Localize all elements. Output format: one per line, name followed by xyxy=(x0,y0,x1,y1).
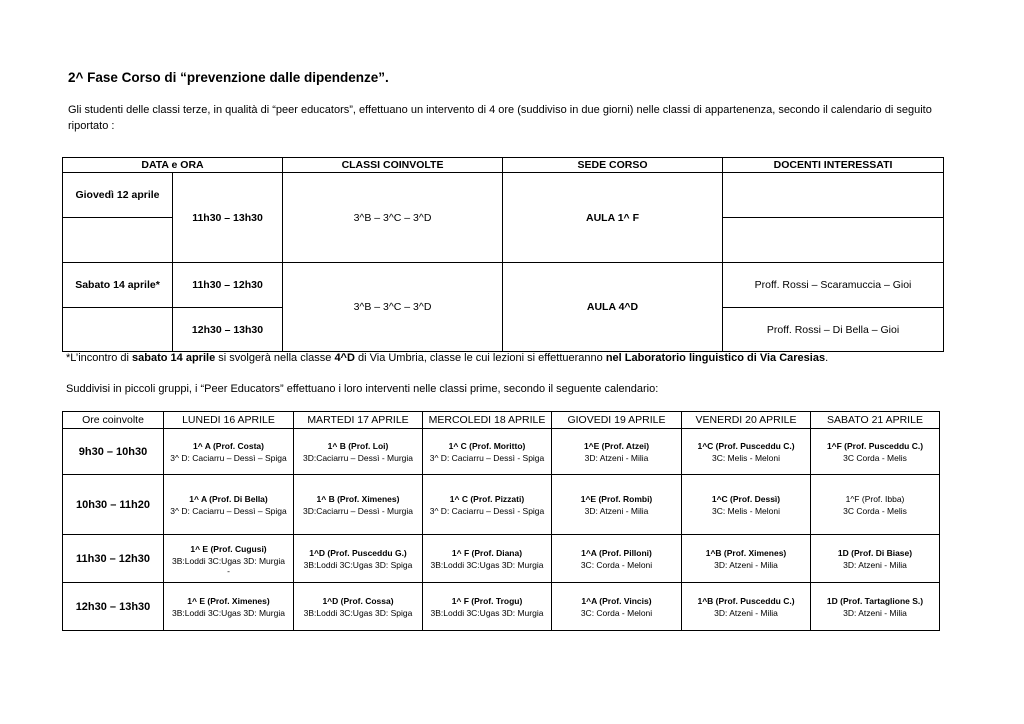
header-docenti: DOCENTI INTERESSATI xyxy=(723,158,944,173)
time-cell: 11h30 – 13h30 xyxy=(173,173,283,263)
classes-cell: 3^B – 3^C – 3^D xyxy=(283,263,503,352)
time-cell: 11h30 – 12h30 xyxy=(173,263,283,308)
time-cell: 11h30 – 12h30 xyxy=(63,535,164,583)
teachers-cell: Proff. Rossi – Di Bella – Gioi xyxy=(723,308,944,352)
header-sede: SEDE CORSO xyxy=(503,158,723,173)
schedule-cell: 1^ E (Prof. Ximenes) 3B:Loddi 3C:Ugas 3D: Murgia xyxy=(164,583,294,631)
header-day: MARTEDI 17 APRILE xyxy=(294,412,423,429)
empty-cell xyxy=(63,218,173,263)
schedule-cell: 1D (Prof. Tartaglione S.) 3D: Atzeni - Milia xyxy=(811,583,940,631)
schedule-cell: 1^ F (Prof. Diana) 3B:Loddi 3C:Ugas 3D: Murgia xyxy=(423,535,552,583)
room-cell: AULA 4^D xyxy=(503,263,723,352)
header-day: MERCOLEDI 18 APRILE xyxy=(423,412,552,429)
schedule-cell: 1^F (Prof. Ibba) 3C Corda - Melis xyxy=(811,475,940,535)
header-day: GIOVEDI 19 APRILE xyxy=(552,412,682,429)
day-cell: Sabato 14 aprile* xyxy=(63,263,173,308)
teachers-cell: Proff. Rossi – Scaramuccia – Gioi xyxy=(723,263,944,308)
teachers-cell xyxy=(723,173,944,218)
footnote: *L’incontro di sabato 14 aprile si svolgerà nella classe 4^D di Via Umbria, classe le cui lezioni si effettueranno nel Laboratorio linguistico di Via Caresias. xyxy=(66,352,829,364)
table-row xyxy=(63,535,940,583)
schedule-cell: 1^C (Prof. Dessì) 3C: Melis - Meloni xyxy=(682,475,811,535)
header-day: SABATO 21 APRILE xyxy=(811,412,940,429)
schedule-cell: 1^E (Prof. Atzei) 3D: Atzeni - Milia xyxy=(552,429,682,475)
table-row xyxy=(63,475,940,535)
subtitle: Suddivisi in piccoli gruppi, i “Peer Educators” effettuano i loro interventi nelle classi prime, secondo il seguente calendario: xyxy=(66,383,659,395)
header-data-ora: DATA e ORA xyxy=(63,158,283,173)
schedule-cell: 1^D (Prof. Pusceddu G.) 3B:Loddi 3C:Ugas 3D: Spiga xyxy=(294,535,423,583)
third-year-schedule-table xyxy=(62,157,944,352)
header-ore: Ore coinvolte xyxy=(63,412,164,429)
schedule-cell: 1^ C (Prof. Moritto) 3^ D: Caciarru – Dessì - Spiga xyxy=(423,429,552,475)
header-classi: CLASSI COINVOLTE xyxy=(283,158,503,173)
schedule-cell: 1^A (Prof. Vincis) 3C: Corda - Meloni xyxy=(552,583,682,631)
first-year-schedule-table xyxy=(62,411,940,631)
schedule-cell: 1^C (Prof. Pusceddu C.) 3C: Melis - Meloni xyxy=(682,429,811,475)
table-row xyxy=(63,429,940,475)
schedule-cell: 1^B (Prof. Ximenes) 3D: Atzeni - Milia xyxy=(682,535,811,583)
schedule-cell: 1^ B (Prof. Ximenes) 3D:Caciarru – Dessì - Murgia xyxy=(294,475,423,535)
room-cell: AULA 1^ F xyxy=(503,173,723,263)
header-day: VENERDI 20 APRILE xyxy=(682,412,811,429)
schedule-cell: 1^D (Prof. Cossa) 3B:Loddi 3C:Ugas 3D: Spiga xyxy=(294,583,423,631)
schedule-cell: 1^A (Prof. Pilloni) 3C: Corda - Meloni xyxy=(552,535,682,583)
schedule-cell: 1D (Prof. Di Biase) 3D: Atzeni - Milia xyxy=(811,535,940,583)
empty-cell xyxy=(63,308,173,352)
schedule-cell: 1^E (Prof. Rombi) 3D: Atzeni - Milia xyxy=(552,475,682,535)
schedule-cell: 1^ E (Prof. Cugusi) 3B:Loddi 3C:Ugas 3D: Murgia - xyxy=(164,535,294,583)
time-cell: 9h30 – 10h30 xyxy=(63,429,164,475)
intro-paragraph: Gli studenti delle classi terze, in qualità di “peer educators”, effettuano un intervento di 4 ore (suddiviso in due giorni) nelle classi di appartenenza, secondo il calendario di seguito riportato : xyxy=(68,104,932,132)
schedule-cell: 1^ F (Prof. Trogu) 3B:Loddi 3C:Ugas 3D: Murgia xyxy=(423,583,552,631)
schedule-cell: 1^ C (Prof. Pizzati) 3^ D: Caciarru – Dessì - Spiga xyxy=(423,475,552,535)
schedule-cell: 1^ A (Prof. Di Bella) 3^ D: Caciarru – Dessì – Spiga xyxy=(164,475,294,535)
time-cell: 12h30 – 13h30 xyxy=(173,308,283,352)
teachers-cell xyxy=(723,218,944,263)
table-row xyxy=(63,583,940,631)
classes-cell: 3^B – 3^C – 3^D xyxy=(283,173,503,263)
schedule-cell: 1^B (Prof. Pusceddu C.) 3D: Atzeni - Milia xyxy=(682,583,811,631)
schedule-cell: 1^ B (Prof. Loi) 3D:Caciarru – Dessì - Murgia xyxy=(294,429,423,475)
header-day: LUNEDI 16 APRILE xyxy=(164,412,294,429)
time-cell: 12h30 – 13h30 xyxy=(63,583,164,631)
schedule-cell: 1^F (Prof. Pusceddu C.) 3C Corda - Melis xyxy=(811,429,940,475)
time-cell: 10h30 – 11h20 xyxy=(63,475,164,535)
page-title: 2^ Fase Corso di “prevenzione dalle dipendenze”. xyxy=(68,70,389,85)
schedule-cell: 1^ A (Prof. Costa) 3^ D: Caciarru – Dessì – Spiga xyxy=(164,429,294,475)
day-cell: Giovedì 12 aprile xyxy=(63,173,173,218)
